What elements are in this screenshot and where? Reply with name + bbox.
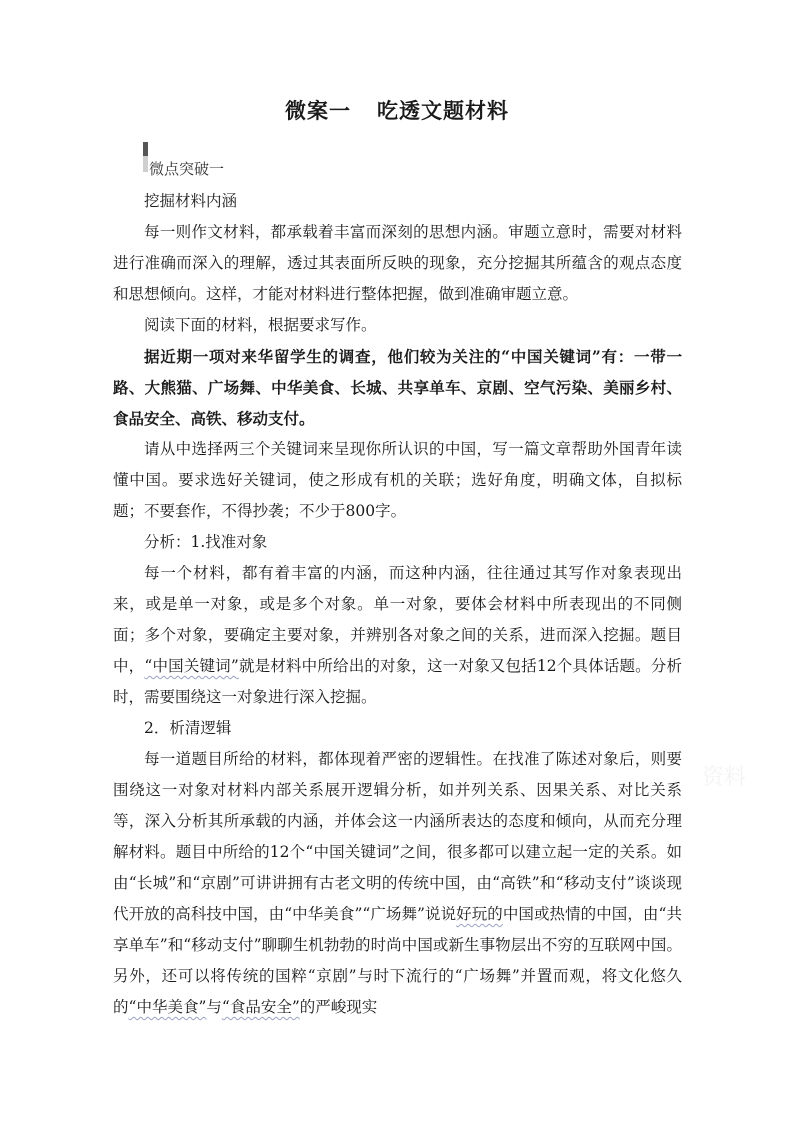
body-content	[113, 186, 682, 1023]
section-marker-bar	[143, 142, 148, 172]
analysis-heading	[113, 527, 682, 558]
title-part-2: 吃透文题材料	[377, 98, 509, 123]
material-lead: 据近期一项对来华留学生的调查，他们较为关注的“中国关键词”有：	[144, 347, 635, 366]
subheading: 挖掘材料内涵	[144, 192, 238, 210]
point2-paragraph	[113, 744, 682, 1023]
point1-paragraph	[113, 558, 682, 713]
point1-key-term: “中国关键词”	[144, 657, 239, 675]
watermark: 资料	[702, 765, 747, 790]
intro-paragraph: 每一则作文材料，都承载着丰富而深刻的思想内涵。审题立意时，需要对材料进行准确而深入的理解，透过其表面所反映的现象，充分挖掘其所蕴含的观点态度和思想倾向。这样，才能对材料进行整体把握，做到准确审题立意。	[113, 223, 682, 303]
point2-key-term-3: “食品安全”	[221, 998, 300, 1016]
point2-key-term-1: 好玩的	[456, 905, 503, 923]
title-part-1: 微案一	[285, 98, 351, 123]
analysis-label: 分析：	[144, 533, 191, 551]
point1-title: 1.找准对象	[190, 533, 268, 551]
requirement-paragraph: 请从中选择两三个关键词来呈现你所认识的中国，写一篇文章帮助外国青年读懂中国。要求选好关键词，使之形成有机的关联；选好角度，明确文体，自拟标题；不要套作，不得抄袭；不少于800字。	[113, 440, 682, 520]
point2-title: 2．析清逻辑	[144, 719, 232, 737]
point2-text-a: 每一道题目所给的材料，都体现着严密的逻辑性。在找准了陈述对象后，则要围绕这一对象对材料内部关系展开逻辑分析，如并列关系、因果关系、对比关系等，深入分析其所承载的内涵，并体会这一内涵所表达的态度和倾向，从而充分理解材料。题目中所给的12个“中国关键词”之间，很多都可以建立起一定的关系。如由“长城”和“京剧”可讲讲拥有古老文明的传统中国，由“高铁”和“移动支付”谈谈现代开放的高科技中国，由“中华美食”“广场舞”说说	[113, 750, 682, 923]
material-keywords: 一带一路、大熊猫、广场舞、中华美食、长城、共享单车、京剧、空气污染、美丽乡村、食品安全、高铁、移动支付。	[113, 347, 682, 428]
material-paragraph	[113, 341, 682, 434]
point1-text-b: 就是材料中所给出的对象，这一对象又包括12个具体话题。分析时，需要围绕这一对象进行深入挖掘。	[113, 657, 682, 706]
point2-text-c: 与	[206, 998, 222, 1016]
point2-key-term-2: “中华美食”	[128, 998, 207, 1016]
page-title	[0, 96, 794, 126]
prompt-line: 阅读下面的材料，根据要求写作。	[144, 316, 377, 334]
section-label: 微点突破一	[149, 160, 225, 178]
point1-text-a: 每一个材料，都有着丰富的内涵，而这种内涵，往往通过其写作对象表现出来，或是单一对象，或是多个对象。单一对象，要体会材料中所表现出的不同侧面；多个对象，要确定主要对象，并辨别各对象之间的关系，进而深入挖掘。题目中，	[113, 564, 682, 675]
point2-text-d: 的严峻现实	[299, 998, 378, 1016]
point2-text-b: 中国或热情的中国，由“共享单车”和“移动支付”聊聊生机勃勃的时尚中国或新生事物层出不穷的互联网中国。另外，还可以将传统的国粹“京剧”与时下流行的“广场舞”并置而观，将文化悠久的	[113, 905, 682, 1016]
